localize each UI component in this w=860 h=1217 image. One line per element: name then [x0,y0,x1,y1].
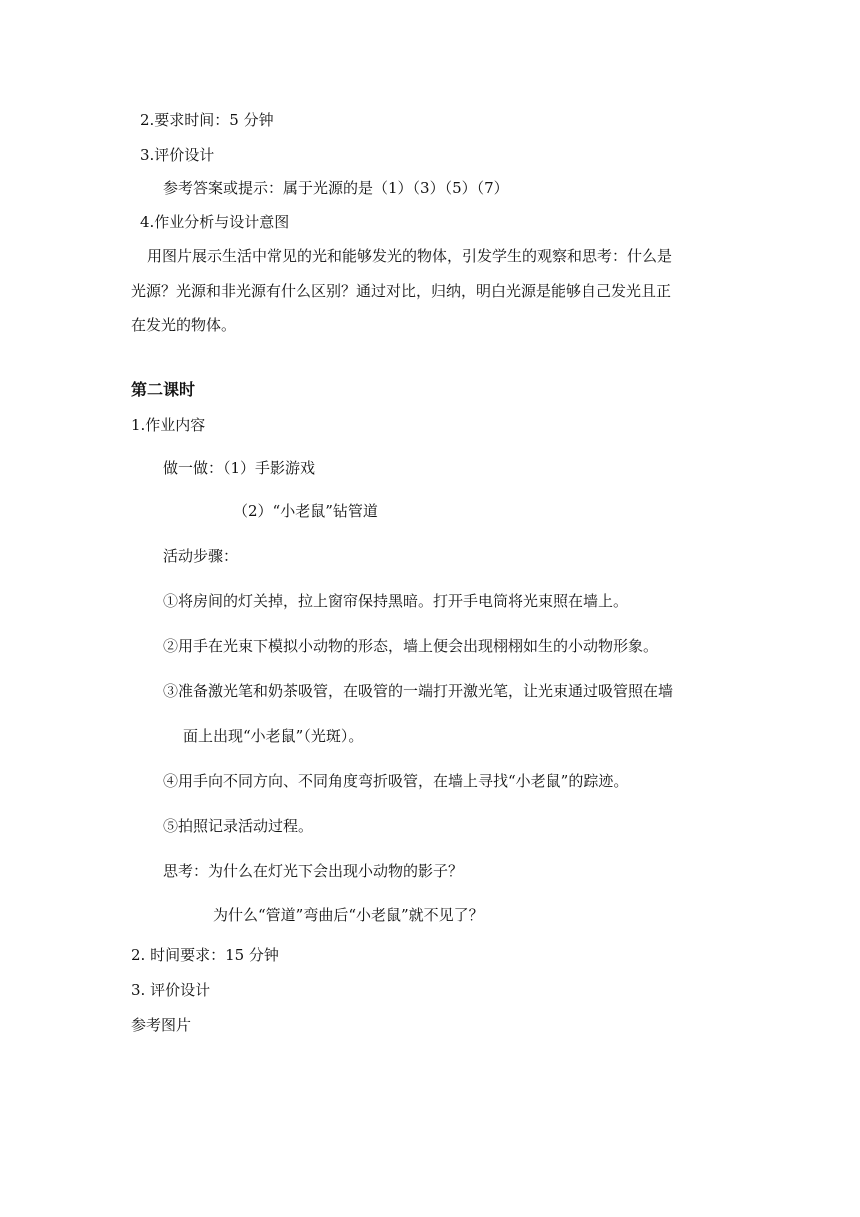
time-requirement-1: 2.要求时间：5 分钟 [140,111,274,129]
analysis-line-2: 光源？光源和非光源有什么区别？通过对比，归纳，明白光源是能够自己发光且正 [131,282,672,300]
steps-heading: 活动步骤： [163,547,239,565]
analysis-line-1: 用图片展示生活中常见的光和能够发光的物体，引发学生的观察和思考：什么是 [147,247,673,265]
reference-answer: 参考答案或提示：属于光源的是（1）（3）（5）（7） [163,179,509,197]
evaluation-heading-1: 3.评价设计 [140,146,215,164]
think-question-1: 思考：为什么在灯光下会出现小动物的影子？ [163,862,464,880]
step-2: ②用手在光束下模拟小动物的形态，墙上便会出现栩栩如生的小动物形象。 [163,637,659,655]
lesson-two-title: 第二课时 [131,380,196,399]
analysis-heading: 4.作业分析与设计意图 [140,213,290,231]
step-4: ④用手向不同方向、不同角度弯折吸管，在墙上寻找“小老鼠”的踪迹。 [163,772,629,790]
time-requirement-2: 2. 时间要求：15 分钟 [131,946,279,964]
step-3: ③准备激光笔和奶茶吸管，在吸管的一端打开激光笔，让光束通过吸管照在墙 [163,682,674,700]
reference-images-label: 参考图片 [131,1016,192,1034]
task-mouse-pipe: （2）“小老鼠”钻管道 [233,502,378,520]
task-hand-shadow: 做一做：（1）手影游戏 [163,459,316,477]
evaluation-heading-2: 3. 评价设计 [131,981,211,999]
analysis-line-3: 在发光的物体。 [131,316,237,334]
think-question-2: 为什么“管道”弯曲后“小老鼠”就不见了？ [213,906,484,924]
step-3-continued: 面上出现“小老鼠”（光斑）。 [183,727,364,745]
content-heading: 1.作业内容 [131,416,206,434]
step-1: ①将房间的灯关掉，拉上窗帘保持黑暗。打开手电筒将光束照在墙上。 [163,592,629,610]
step-5: ⑤拍照记录活动过程。 [163,817,314,835]
